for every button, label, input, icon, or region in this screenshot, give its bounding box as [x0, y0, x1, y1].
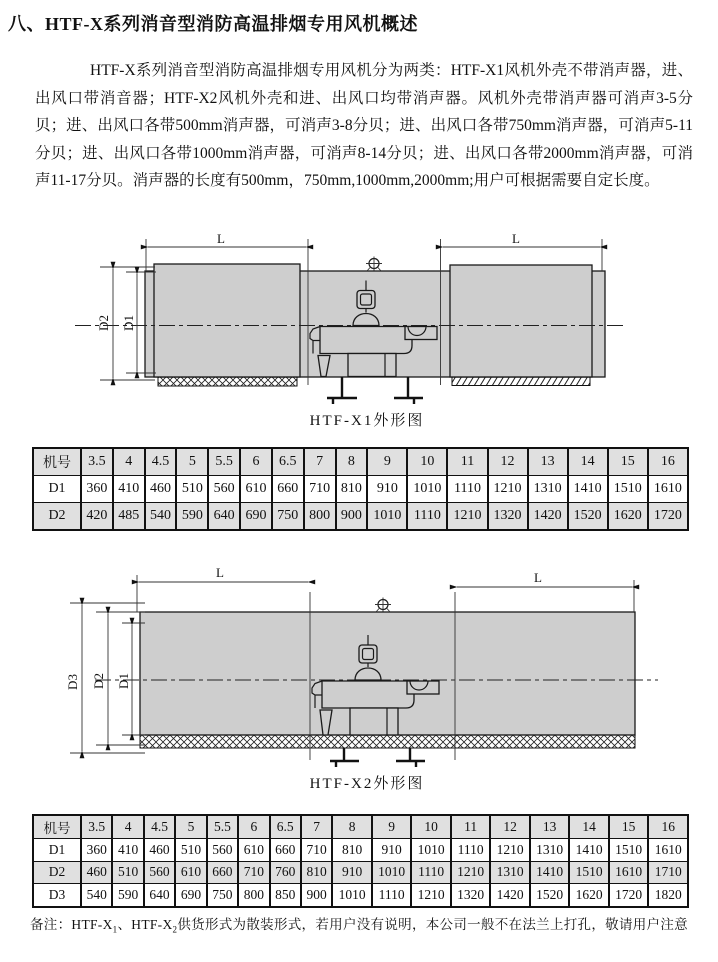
- value-cell: 1610: [609, 861, 649, 884]
- header-cell: 7: [304, 448, 336, 476]
- header-cell: 3.5: [81, 815, 112, 839]
- row-label-cell: D1: [33, 476, 81, 503]
- dim-label-l-right: L: [512, 231, 520, 246]
- value-cell: 610: [240, 476, 272, 503]
- header-cell: 6: [240, 448, 272, 476]
- value-cell: 1210: [488, 476, 528, 503]
- value-cell: 360: [81, 839, 112, 862]
- table-header-row: [33, 448, 688, 476]
- header-cell: 16: [648, 448, 688, 476]
- table-row-d2: [33, 861, 688, 884]
- crosshatch-strip: [140, 735, 635, 748]
- row-label-cell: D2: [33, 503, 81, 531]
- value-cell: 540: [145, 503, 177, 531]
- value-cell: 460: [145, 476, 177, 503]
- value-cell: 1320: [488, 503, 528, 531]
- footnote-sub2: 2: [172, 924, 178, 935]
- value-cell: 420: [81, 503, 113, 531]
- value-cell: 1420: [490, 884, 530, 907]
- value-cell: 640: [208, 503, 240, 531]
- value-cell: 1520: [530, 884, 570, 907]
- value-cell: 660: [270, 839, 301, 862]
- figure1-caption: HTF-X1外形图: [309, 413, 425, 429]
- value-cell: 810: [336, 476, 368, 503]
- value-cell: 660: [207, 861, 238, 884]
- value-cell: 1010: [411, 839, 451, 862]
- header-cell: 8: [336, 448, 368, 476]
- dim-label-d1: D1: [116, 673, 131, 689]
- header-cell: 10: [407, 448, 447, 476]
- outlet-silencer: [450, 265, 592, 377]
- value-cell: 1010: [407, 476, 447, 503]
- value-cell: 410: [113, 476, 145, 503]
- value-cell: 590: [176, 503, 208, 531]
- value-cell: 610: [238, 839, 269, 862]
- footnote-text: 、HTF-X: [117, 917, 173, 932]
- header-cell: 15: [608, 448, 648, 476]
- value-cell: 1210: [411, 884, 451, 907]
- value-cell: 460: [144, 839, 175, 862]
- htfx2-outline-drawing: [30, 560, 690, 785]
- value-cell: 1110: [372, 884, 412, 907]
- junction-box: [359, 645, 377, 663]
- value-cell: 910: [332, 861, 372, 884]
- value-cell: 1010: [367, 503, 407, 531]
- value-cell: 1610: [648, 476, 688, 503]
- value-cell: 910: [367, 476, 407, 503]
- htfx2-dimension-table: [32, 814, 689, 908]
- header-cell: 机号: [33, 815, 81, 839]
- header-cell: 5: [175, 815, 206, 839]
- value-cell: 410: [112, 839, 143, 862]
- value-cell: 1510: [608, 476, 648, 503]
- dim-label-d2: D2: [96, 315, 111, 331]
- lifting-eyebolt-icon: [375, 598, 391, 613]
- figure2-caption: HTF-X2外形图: [309, 776, 425, 792]
- value-cell: 1720: [609, 884, 649, 907]
- value-cell: 710: [238, 861, 269, 884]
- table-row-d1: [33, 839, 688, 862]
- footnote-text: 备注：HTF-X: [30, 917, 113, 932]
- htfx1-dimension-table-wrap: [32, 447, 689, 531]
- table-row-d3: [33, 884, 688, 907]
- dimension-l-right: [457, 570, 632, 587]
- row-label-cell: D3: [33, 884, 81, 907]
- value-cell: 1820: [648, 884, 688, 907]
- value-cell: 1720: [648, 503, 688, 531]
- header-cell: 8: [332, 815, 372, 839]
- dim-label-l-left: L: [216, 565, 224, 580]
- junction-box: [357, 291, 375, 309]
- header-cell: 3.5: [81, 448, 113, 476]
- value-cell: 660: [272, 476, 304, 503]
- lifting-eyebolt-icon: [366, 257, 382, 272]
- value-cell: 1410: [568, 476, 608, 503]
- support-legs: [330, 748, 425, 767]
- htfx1-outline-drawing: [30, 226, 690, 438]
- row-label-cell: D2: [33, 861, 81, 884]
- value-cell: 710: [301, 839, 332, 862]
- value-cell: 590: [112, 884, 143, 907]
- header-cell: 9: [367, 448, 407, 476]
- htfx1-dimension-table: [32, 447, 689, 531]
- value-cell: 1110: [451, 839, 491, 862]
- value-cell: 1510: [609, 839, 649, 862]
- header-cell: 5.5: [207, 815, 238, 839]
- value-cell: 640: [144, 884, 175, 907]
- value-cell: 360: [81, 476, 113, 503]
- dimension-l-left: [148, 231, 306, 247]
- fan-casing: [322, 681, 414, 708]
- value-cell: 1620: [569, 884, 609, 907]
- value-cell: 485: [113, 503, 145, 531]
- value-cell: 1510: [569, 861, 609, 884]
- value-cell: 810: [332, 839, 372, 862]
- dimension-l-right: [443, 231, 600, 247]
- value-cell: 1420: [528, 503, 568, 531]
- value-cell: 1010: [372, 861, 412, 884]
- header-cell: 6: [238, 815, 269, 839]
- value-cell: 540: [81, 884, 112, 907]
- fan-casing: [320, 327, 412, 354]
- value-cell: 800: [304, 503, 336, 531]
- dimension-l-left: [139, 565, 308, 582]
- intro-paragraph: HTF-X系列消音型消防高温排烟专用风机分为两类：HTF-X1风机外壳不带消声器，进、出风口带消音器；HTF-X2风机外壳和进、出风口均带消声器。风机外壳带消声器可消声3-5分贝；进、出风口各带500mm消声器，可消声3-8分贝；进、出风口各带750mm消声器，可消声5-11分贝；进、出风口各带1000mm消声器，可消声8-14分贝；进、出风口各带2000mm消声器，可消声11-17分贝。消声器的长度有500mm，750mm,1000mm,2000mm;用户可根据需要自定长度。: [35, 62, 693, 190]
- header-cell: 4.5: [145, 448, 177, 476]
- table-header-row: [33, 815, 688, 839]
- header-cell: 11: [447, 448, 487, 476]
- header-cell: 4: [113, 448, 145, 476]
- value-cell: 1320: [451, 884, 491, 907]
- header-cell: 12: [488, 448, 528, 476]
- dim-label-d1: D1: [121, 315, 136, 331]
- value-cell: 1310: [530, 839, 570, 862]
- header-cell: 14: [568, 448, 608, 476]
- value-cell: 850: [270, 884, 301, 907]
- value-cell: 1310: [528, 476, 568, 503]
- header-cell: 4.5: [144, 815, 175, 839]
- value-cell: 900: [336, 503, 368, 531]
- value-cell: 1310: [490, 861, 530, 884]
- header-cell: 6.5: [272, 448, 304, 476]
- dim-label-l-left: L: [217, 231, 225, 246]
- header-cell: 5.5: [208, 448, 240, 476]
- value-cell: 810: [301, 861, 332, 884]
- header-cell: 15: [609, 815, 649, 839]
- value-cell: 1010: [332, 884, 372, 907]
- table-row-d1: [33, 476, 688, 503]
- dim-label-l-right: L: [534, 570, 542, 585]
- header-cell: 机号: [33, 448, 81, 476]
- value-cell: 560: [207, 839, 238, 862]
- header-cell: 14: [569, 815, 609, 839]
- header-cell: 13: [530, 815, 570, 839]
- value-cell: 1110: [447, 476, 487, 503]
- value-cell: 1210: [451, 861, 491, 884]
- footnote: [30, 913, 688, 935]
- header-cell: 16: [648, 815, 688, 839]
- value-cell: 1110: [411, 861, 451, 884]
- value-cell: 560: [144, 861, 175, 884]
- value-cell: 760: [270, 861, 301, 884]
- header-cell: 5: [176, 448, 208, 476]
- table-row-d2: [33, 503, 688, 531]
- footnote-text: 供货形式为散装形式，若用户没有说明，本公司一般不在法兰上打孔，敬请用户注意: [177, 917, 688, 932]
- inlet-silencer: [154, 264, 300, 377]
- header-cell: 9: [372, 815, 412, 839]
- value-cell: 1710: [648, 861, 688, 884]
- value-cell: 900: [301, 884, 332, 907]
- hatch-strip-right: [452, 377, 590, 386]
- value-cell: 1620: [608, 503, 648, 531]
- htfx2-dimension-table-wrap: [32, 814, 689, 908]
- header-cell: 6.5: [270, 815, 301, 839]
- value-cell: 800: [238, 884, 269, 907]
- value-cell: 1410: [530, 861, 570, 884]
- value-cell: 510: [175, 839, 206, 862]
- header-cell: 11: [451, 815, 491, 839]
- header-cell: 13: [528, 448, 568, 476]
- value-cell: 610: [175, 861, 206, 884]
- value-cell: 710: [304, 476, 336, 503]
- dim-label-d3: D3: [65, 674, 80, 690]
- header-cell: 10: [411, 815, 451, 839]
- value-cell: 690: [175, 884, 206, 907]
- value-cell: 690: [240, 503, 272, 531]
- row-label-cell: D1: [33, 839, 81, 862]
- value-cell: 560: [208, 476, 240, 503]
- header-cell: 4: [112, 815, 143, 839]
- value-cell: 750: [272, 503, 304, 531]
- value-cell: 750: [207, 884, 238, 907]
- value-cell: 460: [81, 861, 112, 884]
- value-cell: 1110: [407, 503, 447, 531]
- value-cell: 1520: [568, 503, 608, 531]
- footnote-sub1: 1: [112, 924, 118, 935]
- crosshatch-strip-left: [158, 377, 297, 386]
- support-legs: [327, 377, 423, 404]
- value-cell: 510: [176, 476, 208, 503]
- value-cell: 1210: [447, 503, 487, 531]
- page-title: 八、HTF-X系列消音型消防高温排烟专用风机概述: [8, 14, 418, 34]
- value-cell: 510: [112, 861, 143, 884]
- dim-label-d2: D2: [91, 673, 106, 689]
- value-cell: 1210: [490, 839, 530, 862]
- value-cell: 910: [372, 839, 412, 862]
- header-cell: 12: [490, 815, 530, 839]
- value-cell: 1410: [569, 839, 609, 862]
- value-cell: 1610: [648, 839, 688, 862]
- header-cell: 7: [301, 815, 332, 839]
